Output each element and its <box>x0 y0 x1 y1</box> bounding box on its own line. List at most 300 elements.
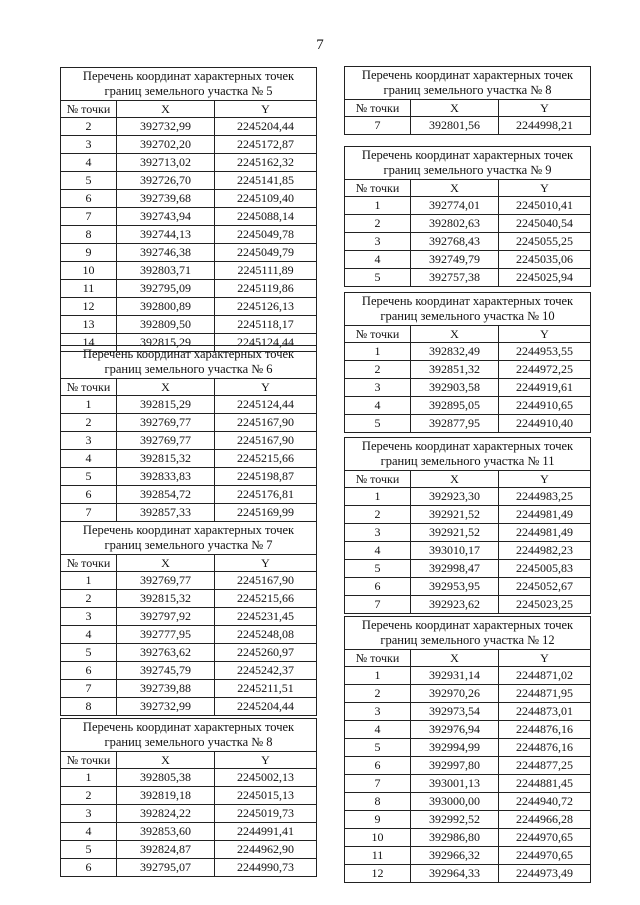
y-coord-cell: 2245242,37 <box>215 662 317 680</box>
y-coord-cell: 2245167,90 <box>215 432 317 450</box>
point-number-cell: 3 <box>345 233 411 251</box>
table-caption: Перечень координат характерных точек границ земельного участка № 8 <box>345 67 591 100</box>
table-row <box>61 432 317 450</box>
x-coord-cell: 392997,80 <box>411 757 499 775</box>
point-number-cell: 2 <box>61 787 117 805</box>
x-coord-cell: 392739,68 <box>117 190 215 208</box>
x-coord-cell: 392986,80 <box>411 829 499 847</box>
point-number-cell: 7 <box>345 596 411 614</box>
y-coord-cell: 2245162,32 <box>215 154 317 172</box>
table-row <box>61 590 317 608</box>
point-number-cell: 13 <box>61 316 117 334</box>
y-coord-cell: 2245119,86 <box>215 280 317 298</box>
x-coord-cell: 392854,72 <box>117 486 215 504</box>
point-number-cell: 4 <box>61 450 117 468</box>
point-number-cell: 12 <box>345 865 411 883</box>
x-coord-cell: 392895,05 <box>411 397 499 415</box>
point-number-cell: 9 <box>345 811 411 829</box>
column-header: X <box>117 101 215 118</box>
table-row <box>61 414 317 432</box>
y-coord-cell: 2244981,49 <box>499 506 591 524</box>
column-header: Y <box>215 555 317 572</box>
x-coord-cell: 392726,70 <box>117 172 215 190</box>
table-row <box>345 415 591 433</box>
table-row <box>345 215 591 233</box>
coords-table-plot-8-part2 <box>344 66 591 135</box>
y-coord-cell: 2244953,55 <box>499 343 591 361</box>
table-row <box>61 504 317 522</box>
point-number-cell: 1 <box>61 396 117 414</box>
x-coord-cell: 392815,29 <box>117 334 215 352</box>
table-row <box>345 343 591 361</box>
table-row <box>345 685 591 703</box>
table-caption: Перечень координат характерных точек границ земельного участка № 8 <box>61 719 317 752</box>
table-row <box>345 847 591 865</box>
table-row <box>345 506 591 524</box>
point-number-cell: 7 <box>345 117 411 135</box>
x-coord-cell: 392803,71 <box>117 262 215 280</box>
point-number-cell: 2 <box>61 590 117 608</box>
y-coord-cell: 2245248,08 <box>215 626 317 644</box>
y-coord-cell: 2244940,72 <box>499 793 591 811</box>
y-coord-cell: 2245172,87 <box>215 136 317 154</box>
table-row <box>345 488 591 506</box>
y-coord-cell: 2245055,25 <box>499 233 591 251</box>
x-coord-cell: 392921,52 <box>411 506 499 524</box>
y-coord-cell: 2245231,45 <box>215 608 317 626</box>
table-row <box>61 572 317 590</box>
point-number-cell: 1 <box>345 343 411 361</box>
column-header: Y <box>215 752 317 769</box>
y-coord-cell: 2245169,99 <box>215 504 317 522</box>
y-coord-cell: 2244877,25 <box>499 757 591 775</box>
x-coord-cell: 392743,94 <box>117 208 215 226</box>
x-coord-cell: 393010,17 <box>411 542 499 560</box>
column-header: № точки <box>61 555 117 572</box>
x-coord-cell: 392795,07 <box>117 859 215 877</box>
point-number-cell: 1 <box>61 572 117 590</box>
point-number-cell: 5 <box>61 172 117 190</box>
x-coord-cell: 392744,13 <box>117 226 215 244</box>
table-row <box>61 468 317 486</box>
column-header: № точки <box>345 326 411 343</box>
table-row <box>61 805 317 823</box>
y-coord-cell: 2244966,28 <box>499 811 591 829</box>
y-coord-cell: 2245126,13 <box>215 298 317 316</box>
x-coord-cell: 392769,77 <box>117 414 215 432</box>
y-coord-cell: 2244873,01 <box>499 703 591 721</box>
point-number-cell: 1 <box>61 769 117 787</box>
x-coord-cell: 392833,83 <box>117 468 215 486</box>
x-coord-cell: 392745,79 <box>117 662 215 680</box>
x-coord-cell: 392998,47 <box>411 560 499 578</box>
x-coord-cell: 392769,77 <box>117 432 215 450</box>
point-number-cell: 4 <box>345 542 411 560</box>
x-coord-cell: 392964,33 <box>411 865 499 883</box>
point-number-cell: 6 <box>61 662 117 680</box>
x-coord-cell: 392824,87 <box>117 841 215 859</box>
column-header: № точки <box>61 379 117 396</box>
y-coord-cell: 2244983,25 <box>499 488 591 506</box>
x-coord-cell: 392877,95 <box>411 415 499 433</box>
point-number-cell: 4 <box>61 154 117 172</box>
table-caption: Перечень координат характерных точек границ земельного участка № 9 <box>345 147 591 180</box>
table-row <box>345 379 591 397</box>
x-coord-cell: 392732,99 <box>117 698 215 716</box>
column-header: X <box>411 100 499 117</box>
y-coord-cell: 2245005,83 <box>499 560 591 578</box>
point-number-cell: 9 <box>61 244 117 262</box>
y-coord-cell: 2245167,90 <box>215 414 317 432</box>
column-header: X <box>411 650 499 667</box>
x-coord-cell: 392713,02 <box>117 154 215 172</box>
table-row <box>345 117 591 135</box>
x-coord-cell: 392739,88 <box>117 680 215 698</box>
point-number-cell: 10 <box>61 262 117 280</box>
y-coord-cell: 2245111,89 <box>215 262 317 280</box>
coords-table-plot-11 <box>344 437 591 614</box>
column-header: Y <box>499 180 591 197</box>
coords-table-plot-6 <box>60 345 317 522</box>
x-coord-cell: 392923,30 <box>411 488 499 506</box>
y-coord-cell: 2245052,67 <box>499 578 591 596</box>
point-number-cell: 3 <box>345 379 411 397</box>
column-header: № точки <box>345 471 411 488</box>
column-header: X <box>117 752 215 769</box>
coords-table-plot-7 <box>60 521 317 716</box>
x-coord-cell: 392702,20 <box>117 136 215 154</box>
y-coord-cell: 2244990,73 <box>215 859 317 877</box>
point-number-cell: 11 <box>345 847 411 865</box>
table-caption: Перечень координат характерных точек границ земельного участка № 12 <box>345 617 591 650</box>
table-row <box>61 644 317 662</box>
y-coord-cell: 2245040,54 <box>499 215 591 233</box>
point-number-cell: 2 <box>61 414 117 432</box>
x-coord-cell: 392973,54 <box>411 703 499 721</box>
x-coord-cell: 392777,95 <box>117 626 215 644</box>
y-coord-cell: 2244982,23 <box>499 542 591 560</box>
column-header: X <box>411 180 499 197</box>
x-coord-cell: 392802,63 <box>411 215 499 233</box>
table-row <box>61 396 317 414</box>
table-row <box>345 757 591 775</box>
x-coord-cell: 392768,43 <box>411 233 499 251</box>
table-caption: Перечень координат характерных точек границ земельного участка № 10 <box>345 293 591 326</box>
point-number-cell: 11 <box>61 280 117 298</box>
x-coord-cell: 392923,62 <box>411 596 499 614</box>
x-coord-cell: 392966,32 <box>411 847 499 865</box>
table-row <box>61 208 317 226</box>
table-row <box>345 793 591 811</box>
y-coord-cell: 2244919,61 <box>499 379 591 397</box>
point-number-cell: 6 <box>61 190 117 208</box>
table-row <box>61 118 317 136</box>
table-row <box>61 823 317 841</box>
table-row <box>345 269 591 287</box>
y-coord-cell: 2245167,90 <box>215 572 317 590</box>
table-row <box>61 680 317 698</box>
y-coord-cell: 2244876,16 <box>499 721 591 739</box>
table-row <box>345 542 591 560</box>
y-coord-cell: 2245049,79 <box>215 244 317 262</box>
table-row <box>345 560 591 578</box>
x-coord-cell: 392931,14 <box>411 667 499 685</box>
y-coord-cell: 2244981,49 <box>499 524 591 542</box>
y-coord-cell: 2244910,65 <box>499 397 591 415</box>
point-number-cell: 1 <box>345 488 411 506</box>
table-row <box>345 703 591 721</box>
column-header: № точки <box>345 650 411 667</box>
coords-table-plot-9 <box>344 146 591 287</box>
table-row <box>345 739 591 757</box>
point-number-cell: 4 <box>345 397 411 415</box>
table-row <box>61 486 317 504</box>
y-coord-cell: 2245023,25 <box>499 596 591 614</box>
y-coord-cell: 2245215,66 <box>215 450 317 468</box>
y-coord-cell: 2244972,25 <box>499 361 591 379</box>
page-number: 7 <box>316 37 324 53</box>
table-row <box>345 361 591 379</box>
table-caption: Перечень координат характерных точек границ земельного участка № 5 <box>61 68 317 101</box>
column-header: № точки <box>345 180 411 197</box>
table-row <box>61 662 317 680</box>
point-number-cell: 6 <box>345 757 411 775</box>
y-coord-cell: 2245109,40 <box>215 190 317 208</box>
y-coord-cell: 2245088,14 <box>215 208 317 226</box>
table-row <box>61 298 317 316</box>
coords-table-plot-10 <box>344 292 591 433</box>
table-row <box>61 608 317 626</box>
table-row <box>61 154 317 172</box>
y-coord-cell: 2244962,90 <box>215 841 317 859</box>
x-coord-cell: 392976,94 <box>411 721 499 739</box>
x-coord-cell: 392970,26 <box>411 685 499 703</box>
y-coord-cell: 2244973,49 <box>499 865 591 883</box>
point-number-cell: 5 <box>345 269 411 287</box>
x-coord-cell: 392857,33 <box>117 504 215 522</box>
x-coord-cell: 392769,77 <box>117 572 215 590</box>
table-row <box>61 841 317 859</box>
point-number-cell: 3 <box>61 805 117 823</box>
point-number-cell: 4 <box>345 251 411 269</box>
x-coord-cell: 392832,49 <box>411 343 499 361</box>
table-row <box>61 262 317 280</box>
column-header: X <box>411 326 499 343</box>
point-number-cell: 3 <box>61 432 117 450</box>
column-header: Y <box>499 650 591 667</box>
x-coord-cell: 393001,13 <box>411 775 499 793</box>
y-coord-cell: 2245010,41 <box>499 197 591 215</box>
point-number-cell: 3 <box>345 703 411 721</box>
point-number-cell: 2 <box>61 118 117 136</box>
table-row <box>345 721 591 739</box>
y-coord-cell: 2245215,66 <box>215 590 317 608</box>
table-row <box>345 524 591 542</box>
x-coord-cell: 392797,92 <box>117 608 215 626</box>
y-coord-cell: 2245124,44 <box>215 396 317 414</box>
column-header: Y <box>499 471 591 488</box>
point-number-cell: 5 <box>345 560 411 578</box>
x-coord-cell: 392824,22 <box>117 805 215 823</box>
point-number-cell: 14 <box>61 334 117 352</box>
table-row <box>345 251 591 269</box>
point-number-cell: 5 <box>61 644 117 662</box>
column-header: Y <box>499 100 591 117</box>
column-header: Y <box>215 379 317 396</box>
table-row <box>345 811 591 829</box>
table-row <box>61 450 317 468</box>
table-row <box>345 233 591 251</box>
y-coord-cell: 2244881,45 <box>499 775 591 793</box>
table-row <box>61 190 317 208</box>
table-row <box>345 667 591 685</box>
table-caption: Перечень координат характерных точек границ земельного участка № 6 <box>61 346 317 379</box>
x-coord-cell: 392994,99 <box>411 739 499 757</box>
y-coord-cell: 2244876,16 <box>499 739 591 757</box>
point-number-cell: 4 <box>61 823 117 841</box>
column-header: X <box>411 471 499 488</box>
table-row <box>345 397 591 415</box>
point-number-cell: 6 <box>61 859 117 877</box>
table-row <box>345 197 591 215</box>
point-number-cell: 8 <box>61 698 117 716</box>
x-coord-cell: 392921,52 <box>411 524 499 542</box>
point-number-cell: 2 <box>345 506 411 524</box>
point-number-cell: 7 <box>61 504 117 522</box>
x-coord-cell: 392763,62 <box>117 644 215 662</box>
x-coord-cell: 392992,52 <box>411 811 499 829</box>
point-number-cell: 4 <box>345 721 411 739</box>
y-coord-cell: 2245176,81 <box>215 486 317 504</box>
y-coord-cell: 2245002,13 <box>215 769 317 787</box>
table-row <box>61 769 317 787</box>
y-coord-cell: 2245035,06 <box>499 251 591 269</box>
table-caption: Перечень координат характерных точек границ земельного участка № 11 <box>345 438 591 471</box>
x-coord-cell: 392757,38 <box>411 269 499 287</box>
x-coord-cell: 392953,95 <box>411 578 499 596</box>
y-coord-cell: 2245211,51 <box>215 680 317 698</box>
x-coord-cell: 393000,00 <box>411 793 499 811</box>
y-coord-cell: 2245124,44 <box>215 334 317 352</box>
y-coord-cell: 2244970,65 <box>499 829 591 847</box>
column-header: № точки <box>61 752 117 769</box>
point-number-cell: 5 <box>61 841 117 859</box>
point-number-cell: 8 <box>345 793 411 811</box>
y-coord-cell: 2244871,02 <box>499 667 591 685</box>
point-number-cell: 5 <box>345 739 411 757</box>
column-header: № точки <box>345 100 411 117</box>
table-row <box>61 316 317 334</box>
x-coord-cell: 392851,32 <box>411 361 499 379</box>
point-number-cell: 12 <box>61 298 117 316</box>
point-number-cell: 2 <box>345 685 411 703</box>
x-coord-cell: 392903,58 <box>411 379 499 397</box>
y-coord-cell: 2245019,73 <box>215 805 317 823</box>
point-number-cell: 2 <box>345 215 411 233</box>
table-row <box>61 244 317 262</box>
x-coord-cell: 392853,60 <box>117 823 215 841</box>
point-number-cell: 7 <box>61 208 117 226</box>
point-number-cell: 3 <box>345 524 411 542</box>
column-header: X <box>117 555 215 572</box>
y-coord-cell: 2245198,87 <box>215 468 317 486</box>
y-coord-cell: 2245015,13 <box>215 787 317 805</box>
y-coord-cell: 2244970,65 <box>499 847 591 865</box>
coords-table-plot-8-part1 <box>60 718 317 877</box>
x-coord-cell: 392732,99 <box>117 118 215 136</box>
coords-table-plot-5 <box>60 67 317 352</box>
x-coord-cell: 392795,09 <box>117 280 215 298</box>
y-coord-cell: 2244991,41 <box>215 823 317 841</box>
x-coord-cell: 392774,01 <box>411 197 499 215</box>
point-number-cell: 6 <box>345 578 411 596</box>
point-number-cell: 5 <box>61 468 117 486</box>
point-number-cell: 4 <box>61 626 117 644</box>
point-number-cell: 7 <box>61 680 117 698</box>
y-coord-cell: 2245118,17 <box>215 316 317 334</box>
table-row <box>345 865 591 883</box>
y-coord-cell: 2244910,40 <box>499 415 591 433</box>
point-number-cell: 5 <box>345 415 411 433</box>
y-coord-cell: 2245025,94 <box>499 269 591 287</box>
column-header: № точки <box>61 101 117 118</box>
table-row <box>61 698 317 716</box>
column-header: X <box>117 379 215 396</box>
table-row <box>61 280 317 298</box>
x-coord-cell: 392819,18 <box>117 787 215 805</box>
x-coord-cell: 392805,38 <box>117 769 215 787</box>
x-coord-cell: 392800,89 <box>117 298 215 316</box>
table-row <box>61 226 317 244</box>
y-coord-cell: 2245260,97 <box>215 644 317 662</box>
point-number-cell: 2 <box>345 361 411 379</box>
y-coord-cell: 2245141,85 <box>215 172 317 190</box>
table-row <box>61 626 317 644</box>
x-coord-cell: 392801,56 <box>411 117 499 135</box>
x-coord-cell: 392815,29 <box>117 396 215 414</box>
table-row <box>345 775 591 793</box>
x-coord-cell: 392749,79 <box>411 251 499 269</box>
x-coord-cell: 392809,50 <box>117 316 215 334</box>
y-coord-cell: 2245049,78 <box>215 226 317 244</box>
x-coord-cell: 392815,32 <box>117 450 215 468</box>
point-number-cell: 10 <box>345 829 411 847</box>
table-row <box>61 787 317 805</box>
table-row <box>345 596 591 614</box>
point-number-cell: 7 <box>345 775 411 793</box>
point-number-cell: 3 <box>61 608 117 626</box>
point-number-cell: 1 <box>345 197 411 215</box>
column-header: Y <box>215 101 317 118</box>
point-number-cell: 1 <box>345 667 411 685</box>
x-coord-cell: 392746,38 <box>117 244 215 262</box>
point-number-cell: 3 <box>61 136 117 154</box>
y-coord-cell: 2244871,95 <box>499 685 591 703</box>
y-coord-cell: 2244998,21 <box>499 117 591 135</box>
y-coord-cell: 2245204,44 <box>215 118 317 136</box>
column-header: Y <box>499 326 591 343</box>
x-coord-cell: 392815,32 <box>117 590 215 608</box>
table-row <box>61 172 317 190</box>
table-row <box>345 829 591 847</box>
coords-table-plot-12 <box>344 616 591 883</box>
table-caption: Перечень координат характерных точек границ земельного участка № 7 <box>61 522 317 555</box>
table-row <box>61 859 317 877</box>
table-row <box>345 578 591 596</box>
point-number-cell: 8 <box>61 226 117 244</box>
y-coord-cell: 2245204,44 <box>215 698 317 716</box>
point-number-cell: 6 <box>61 486 117 504</box>
